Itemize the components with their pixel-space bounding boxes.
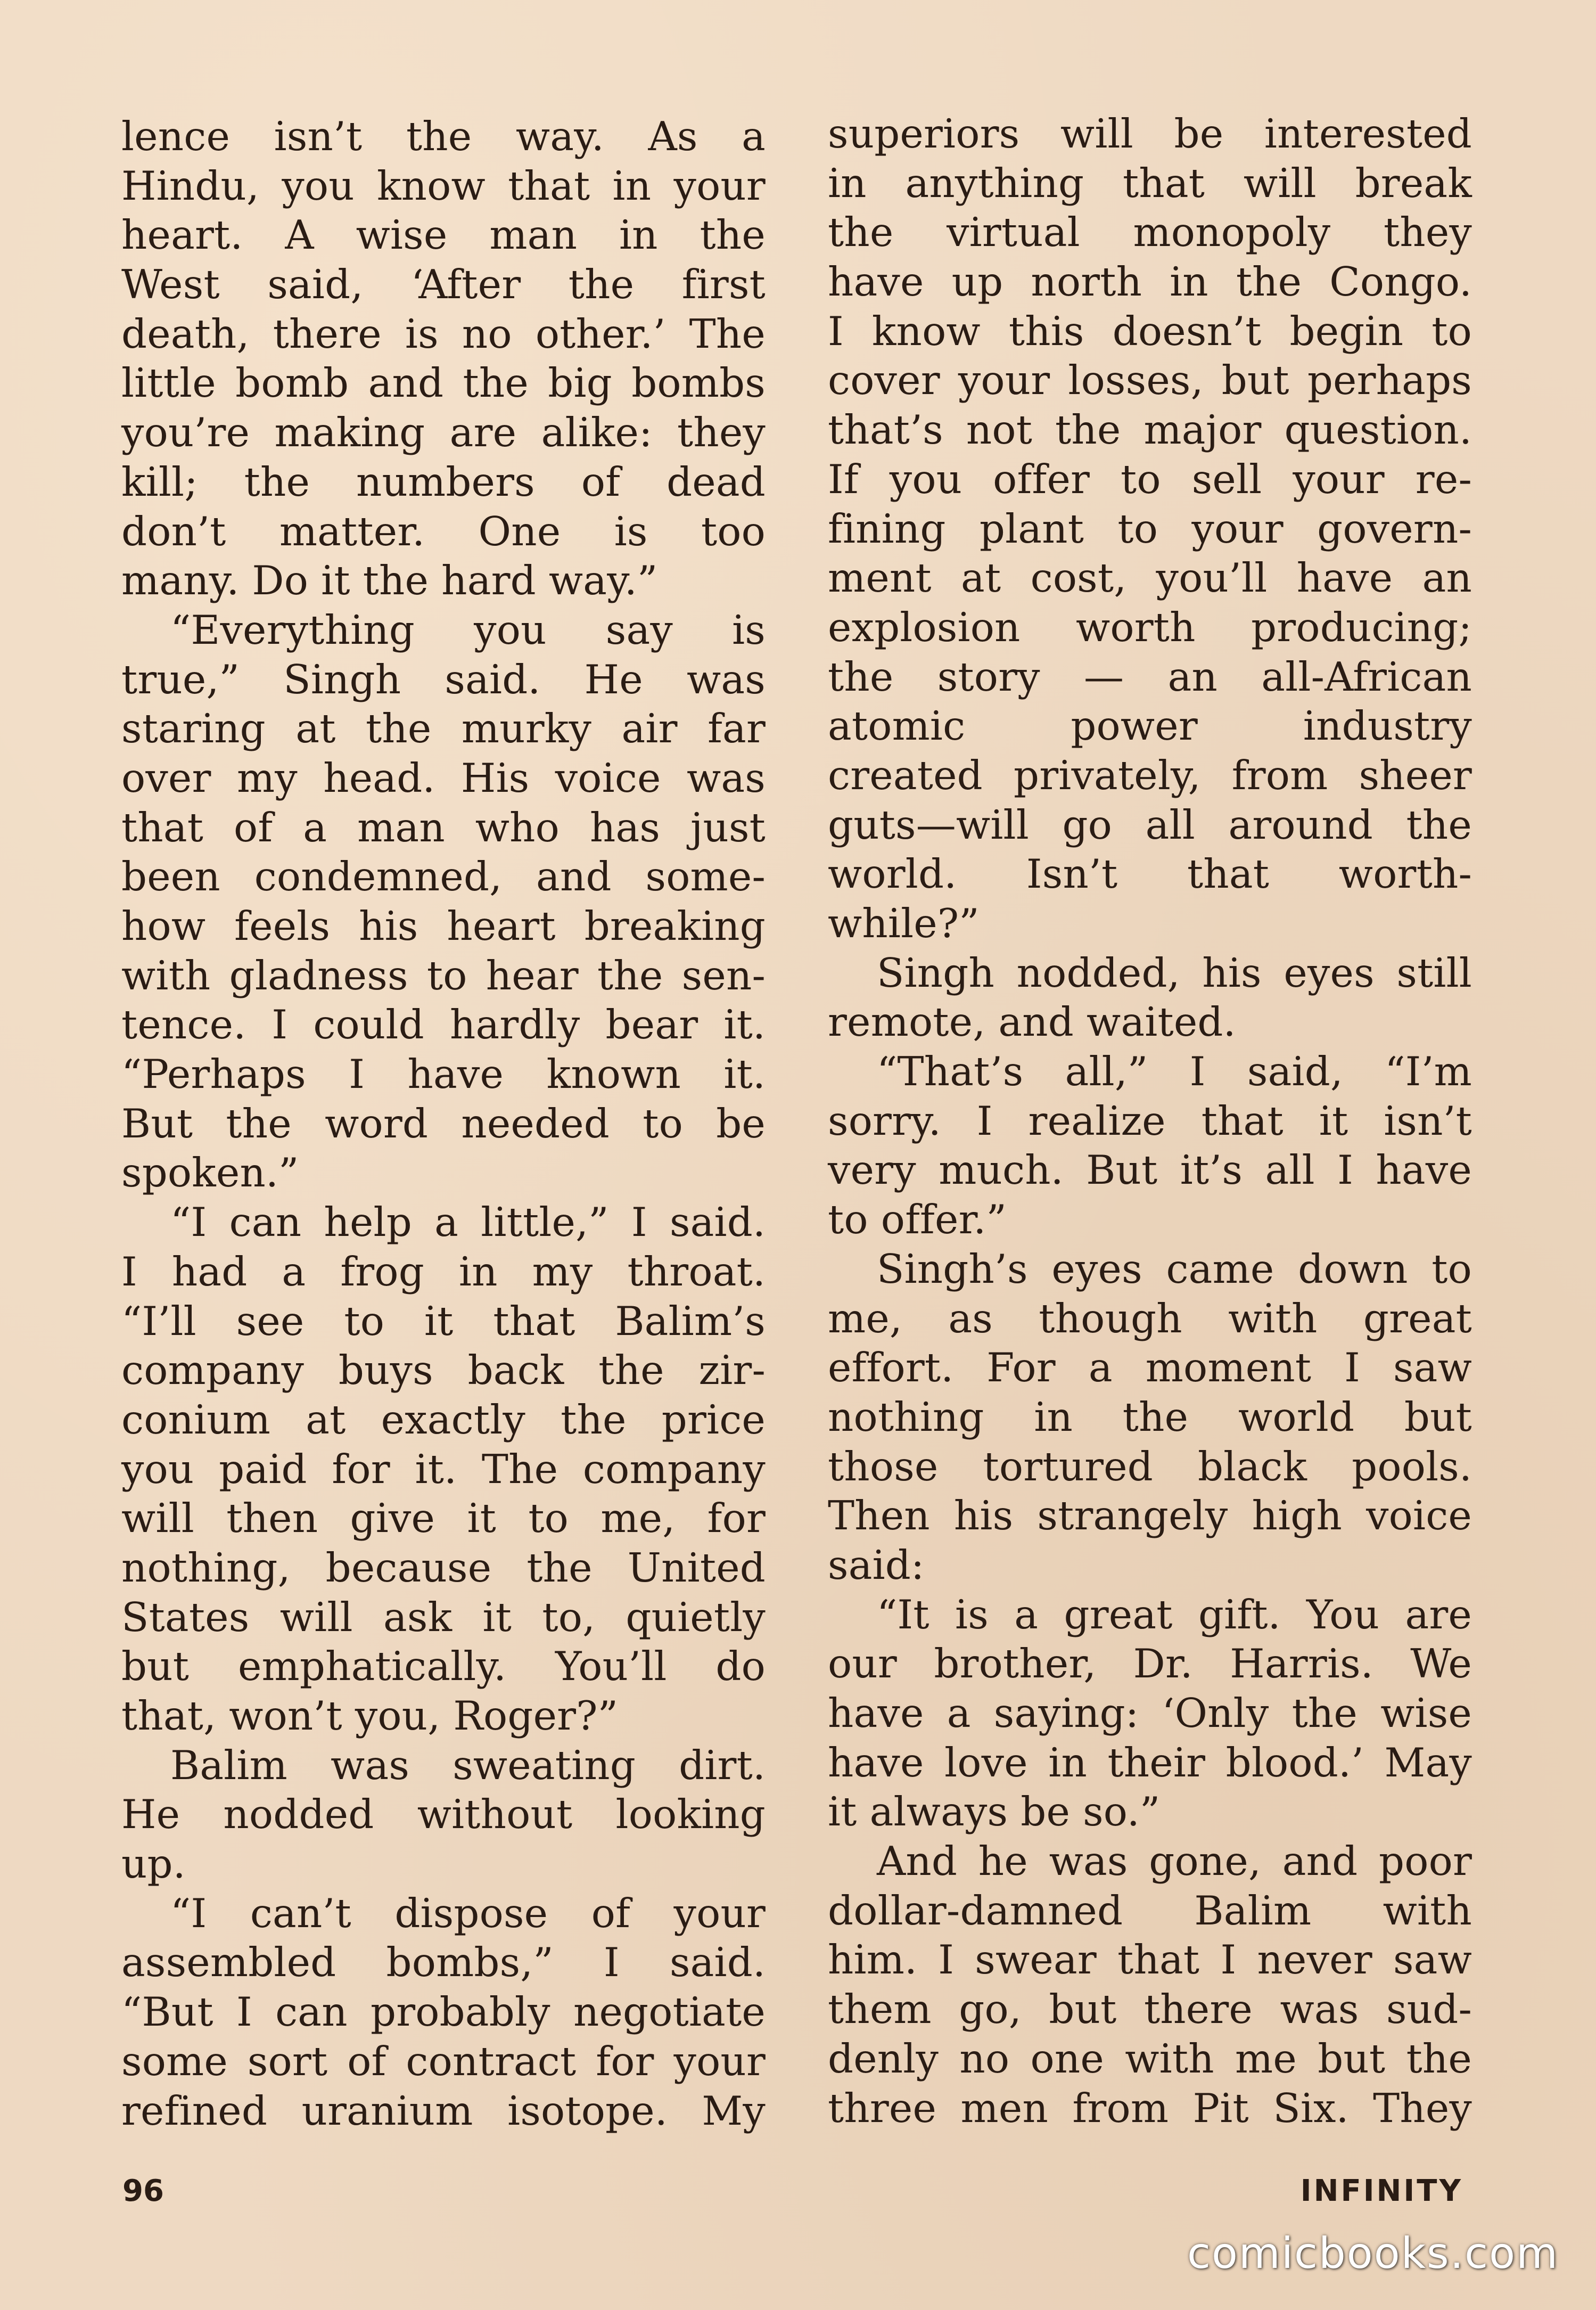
text-line: spoken.”: [121, 1149, 299, 1197]
text-line: that’s not the major question.: [828, 406, 1472, 454]
text-line: three men from Pit Six. They: [828, 2084, 1472, 2132]
text-line: Then his strangely high voice: [828, 1492, 1472, 1539]
text-line: that, won’t you, Roger?”: [121, 1692, 619, 1739]
text-line: “Perhaps I have known it.: [121, 1051, 766, 1098]
text-line: effort. For a moment I saw: [828, 1344, 1472, 1391]
left-text-column: [121, 112, 766, 2135]
text-line: “But I can probably negotiate: [121, 1988, 766, 2036]
text-line: you paid for it. The company: [121, 1445, 766, 1493]
text-line: been condemned, and some-: [121, 853, 766, 900]
text-line: the virtual monopoly they: [828, 209, 1472, 256]
magazine-title: INFINITY: [1300, 2174, 1463, 2208]
text-line: Singh’s eyes came down to: [877, 1245, 1472, 1292]
text-line: guts—will go all around the: [828, 801, 1472, 848]
text-line: ment at cost, you’ll have an: [828, 554, 1472, 602]
text-line: “Everything you say is: [170, 606, 766, 653]
text-line: have a saying: ‘Only the wise: [828, 1690, 1472, 1736]
text-line: lence isn’t the way. As a: [121, 113, 766, 160]
text-line: dollar-damned Balim with: [828, 1887, 1472, 1934]
text-line: refined uranium isotope. My: [121, 2087, 766, 2134]
text-line: world. Isn’t that worth-: [828, 850, 1472, 898]
text-line: cover your losses, but perhaps: [828, 357, 1472, 404]
text-line: very much. But it’s all I have: [828, 1146, 1472, 1194]
text-line: assembled bombs,” I said.: [121, 1939, 766, 1986]
text-line: remote, and waited.: [828, 998, 1236, 1046]
text-line: don’t matter. One is too: [121, 507, 766, 555]
text-line: little bomb and the big bombs: [121, 359, 766, 407]
text-line: you’re making are alike: they: [121, 409, 766, 456]
text-line: nothing in the world but: [828, 1393, 1472, 1440]
text-line: But the word needed to be: [121, 1100, 766, 1147]
text-line: explosion worth producing;: [828, 603, 1472, 651]
text-line: sorry. I realize that it isn’t: [828, 1097, 1472, 1144]
text-line: Balim was sweating dirt.: [170, 1741, 766, 1789]
text-line: those tortured black pools.: [828, 1443, 1472, 1490]
watermark-text: comicbooks.com: [1187, 2229, 1559, 2278]
text-line: up.: [121, 1840, 186, 1888]
text-line: Hindu, you know that in your: [121, 162, 766, 209]
text-line: that of a man who has just: [121, 804, 766, 851]
text-line: “It is a great gift. You are: [877, 1591, 1472, 1638]
text-line: “I’ll see to it that Balim’s: [121, 1297, 766, 1345]
text-line: me, as though with great: [828, 1295, 1472, 1342]
text-line: heart. A wise man in the: [121, 211, 766, 259]
text-line: fining plant to your govern-: [828, 505, 1472, 552]
text-line: nothing, because the United: [121, 1544, 766, 1591]
text-line: the story — an all-African: [828, 653, 1472, 700]
text-line: atomic power industry: [828, 702, 1472, 750]
text-line: will then give it to me, for: [121, 1495, 766, 1542]
text-line: company buys back the zir-: [121, 1347, 766, 1394]
text-line: superiors will be interested: [828, 110, 1472, 157]
text-line: I had a frog in my throat.: [121, 1248, 766, 1295]
text-line: it always be so.”: [828, 1788, 1161, 1836]
text-line: our brother, Dr. Harris. We: [828, 1640, 1472, 1688]
text-line: them go, but there was sud-: [828, 1986, 1472, 2033]
text-line: many. Do it the hard way.”: [121, 557, 658, 604]
text-line: States will ask it to, quietly: [121, 1593, 766, 1641]
text-line: staring at the murky air far: [121, 705, 766, 752]
text-line: If you offer to sell your re-: [828, 455, 1472, 503]
text-line: true,” Singh said. He was: [121, 656, 766, 703]
text-line: And he was gone, and poor: [877, 1838, 1472, 1885]
text-line: created privately, from sheer: [828, 751, 1472, 799]
text-line: him. I swear that I never saw: [828, 1936, 1472, 1984]
text-line: death, there is no other.’ The: [121, 310, 766, 357]
text-line: I know this doesn’t begin to: [828, 307, 1472, 355]
text-line: but emphatically. You’ll do: [121, 1643, 766, 1690]
text-line: tence. I could hardly bear it.: [121, 1001, 766, 1048]
text-line: “That’s all,” I said, “I’m: [877, 1048, 1472, 1095]
right-text-column: [828, 109, 1472, 2133]
text-line: how feels his heart breaking: [121, 903, 766, 949]
text-line: said:: [828, 1541, 925, 1588]
text-line: in anything that will break: [828, 159, 1472, 207]
text-line: “I can’t dispose of your: [170, 1889, 766, 1937]
text-line: He nodded without looking: [121, 1791, 766, 1838]
text-line: have up north in the Congo.: [828, 258, 1472, 306]
text-line: have love in their blood.’ May: [828, 1739, 1472, 1786]
text-line: Singh nodded, his eyes still: [877, 949, 1472, 996]
text-line: some sort of contract for your: [121, 2037, 766, 2085]
text-line: conium at exactly the price: [121, 1396, 766, 1443]
text-line: while?”: [828, 900, 980, 947]
text-line: to offer.”: [828, 1196, 1007, 1243]
text-line: kill; the numbers of dead: [121, 458, 766, 505]
text-line: West said, ‘After the first: [121, 261, 766, 308]
text-line: “I can help a little,” I said.: [170, 1199, 766, 1246]
text-line: denly no one with me but the: [828, 2035, 1472, 2082]
text-line: with gladness to hear the sen-: [121, 952, 766, 999]
text-line: over my head. His voice was: [121, 754, 766, 801]
page-number: 96: [122, 2174, 164, 2208]
